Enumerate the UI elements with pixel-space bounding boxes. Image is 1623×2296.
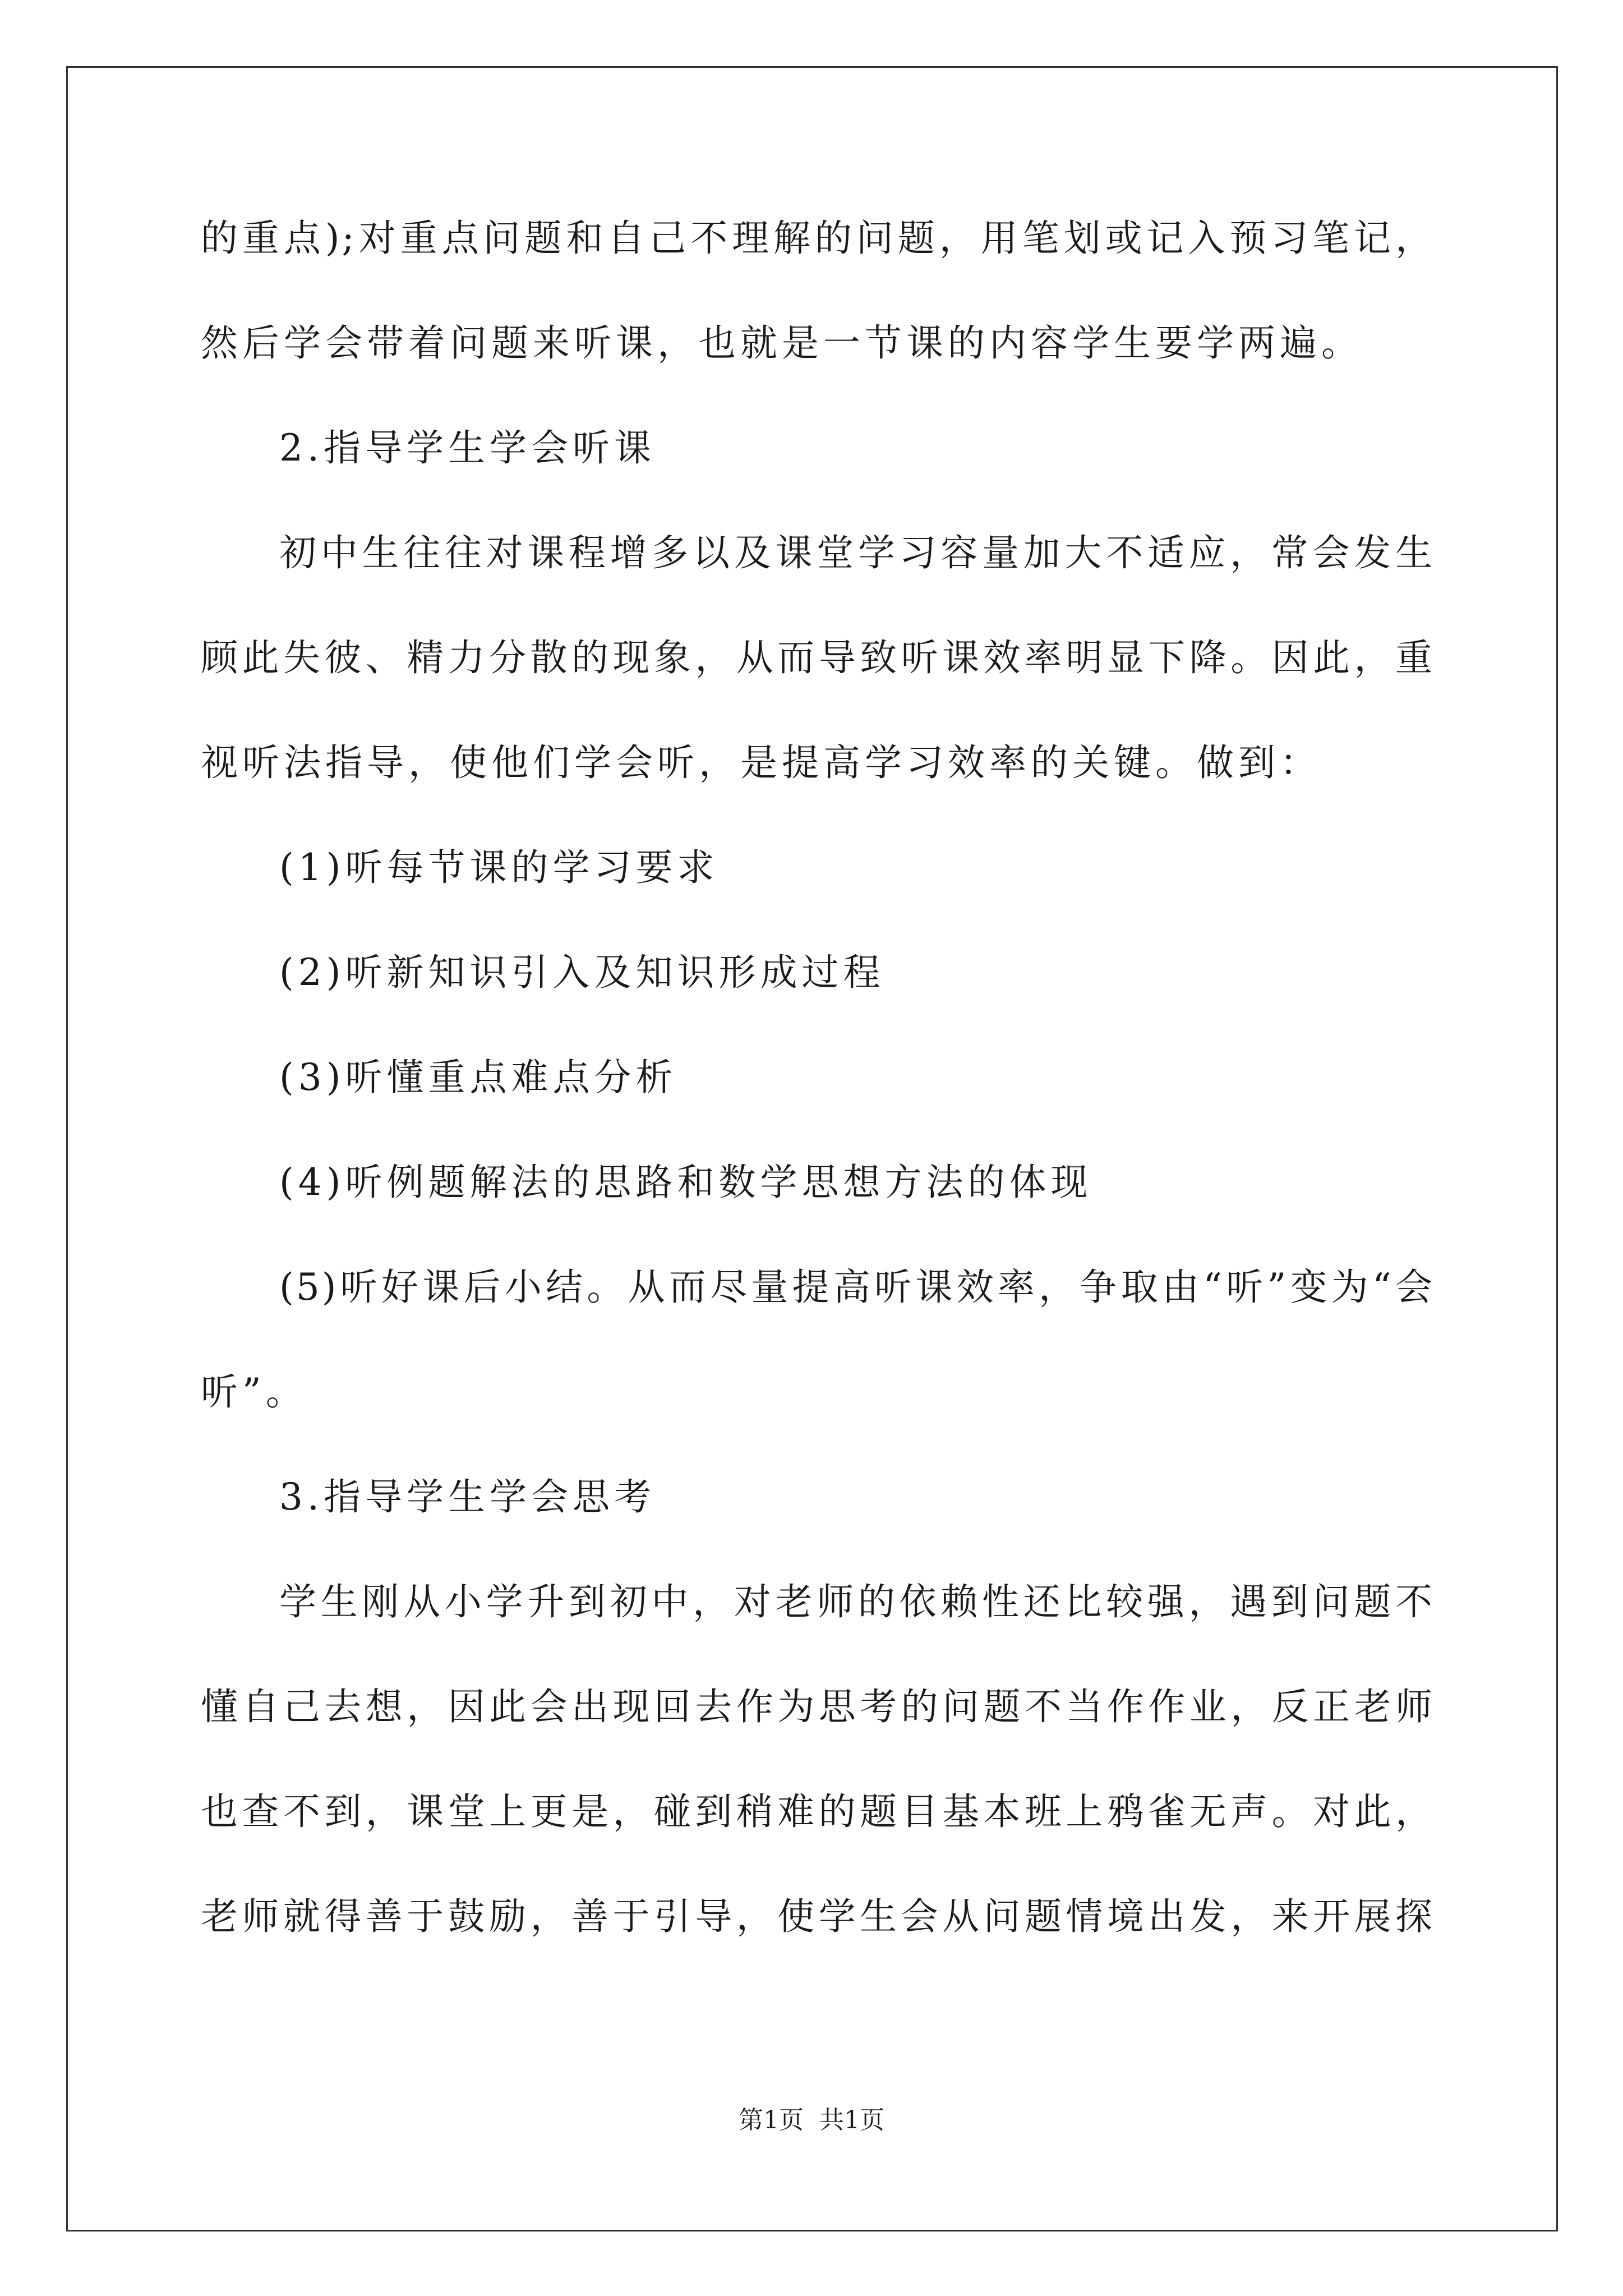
- text-line: 也查不到，课堂上更是，碰到稍难的题目基本班上鸦雀无声。对此，: [201, 1790, 1435, 1833]
- page-number: 第1页: [739, 2106, 804, 2134]
- text-line: 顾此失彼、精力分散的现象，从而导致听课效率明显下降。因此，重: [201, 636, 1435, 679]
- text-line: 老师就得善于鼓励，善于引导，使学生会从问题情境出发，来开展探: [201, 1895, 1435, 1938]
- text-line: 学生刚从小学升到初中，对老师的依赖性还比较强，遇到问题不: [279, 1580, 1435, 1623]
- text-line: 然后学会带着问题来听课，也就是一节课的内容学生要学两遍。: [201, 321, 1363, 365]
- page-total: 共1页: [819, 2106, 884, 2134]
- list-item: (5)听好课后小结。从而尽量提高听课效率，争取由“听”变为“会: [279, 1266, 1435, 1309]
- text-line: 的重点);对重点问题和自己不理解的问题，用笔划或记入预习笔记，: [201, 217, 1435, 260]
- section-heading: 3.指导学生学会思考: [279, 1475, 656, 1519]
- page-footer: [0, 2105, 1623, 2136]
- list-item: (3)听懂重点难点分析: [279, 1056, 677, 1099]
- text-line: 听”。: [201, 1370, 307, 1414]
- text-line: 初中生往往对课程增多以及课堂学习容量加大不适应，常会发生: [279, 531, 1435, 574]
- text-line: 视听法指导，使他们学会听，是提高学习效率的关键。做到：: [201, 741, 1321, 784]
- section-heading: 2.指导学生学会听课: [279, 426, 656, 470]
- list-item: (1)听每节课的学习要求: [279, 846, 719, 889]
- list-item: (4)听例题解法的思路和数学思想方法的体现: [279, 1161, 1092, 1204]
- text-line: 懂自己去想，因此会出现回去作为思考的问题不当作作业，反正老师: [201, 1685, 1435, 1728]
- list-item: (2)听新知识引入及知识形成过程: [279, 951, 885, 994]
